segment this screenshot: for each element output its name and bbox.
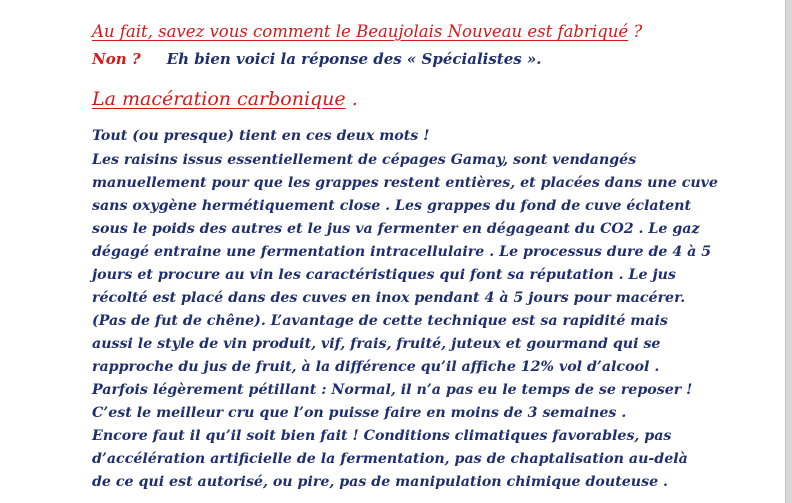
body-line: de ce qui est autorisé, ou pire, pas de manipulation chimique douteuse . — [92, 474, 668, 490]
body-line: Les raisins issus essentiellement de cépages Gamay, sont vendangés — [92, 152, 637, 168]
body-line: C’est le meilleur cru que l’on puisse faire en moins de 3 semaines . — [92, 405, 627, 421]
intro-line — [92, 50, 542, 68]
page-heading — [92, 22, 642, 41]
body-line: récolté est placé dans des cuves en inox pendant 4 à 5 jours pour macérer. — [92, 290, 686, 306]
section-title-text: La macération carbonique — [92, 88, 346, 110]
heading-question-mark: ? — [628, 22, 643, 41]
body-line: Parfois légèrement pétillant : Normal, il n’a pas eu le temps de se reposer ! — [92, 382, 693, 398]
intro-response: Eh bien voici la réponse des « Spécialistes ». — [166, 50, 542, 68]
body-line: Encore faut il qu’il soit bien fait ! Conditions climatiques favorables, pas — [92, 428, 672, 444]
body-line: rapproche du jus de fruit, à la différence qu’il affiche 12% vol d’alcool . — [92, 359, 660, 375]
intro-non: Non ? — [92, 50, 141, 68]
body-line: sans oxygène hermétiquement close . Les grappes du fond de cuve éclatent — [92, 198, 692, 214]
page-edge-divider — [785, 0, 792, 503]
heading-question: Au fait, savez vous comment le Beaujolais Nouveau est fabriqué — [92, 22, 629, 41]
section-title-suffix: . — [345, 88, 358, 110]
body-line: Tout (ou presque) tient en ces deux mots ! — [92, 128, 430, 144]
body-line: aussi le style de vin produit, vif, frais, fruité, juteux et gourmand qui se — [92, 336, 661, 352]
body-line: sous le poids des autres et le jus va fermenter en dégageant du CO2 . Le gaz — [92, 221, 700, 237]
body-line: d’accélération artificielle de la fermentation, pas de chaptalisation au-delà — [92, 451, 688, 467]
body-line: jours et procure au vin les caractéristiques qui font sa réputation . Le jus — [92, 267, 676, 283]
body-line: (Pas de fut de chêne). L’avantage de cette technique est sa rapidité mais — [92, 313, 668, 329]
body-line: manuellement pour que les grappes restent entières, et placées dans une cuve — [92, 175, 718, 191]
body-line: dégagé entraine une fermentation intracellulaire . Le processus dure de 4 à 5 — [92, 244, 712, 260]
section-title — [92, 88, 358, 110]
